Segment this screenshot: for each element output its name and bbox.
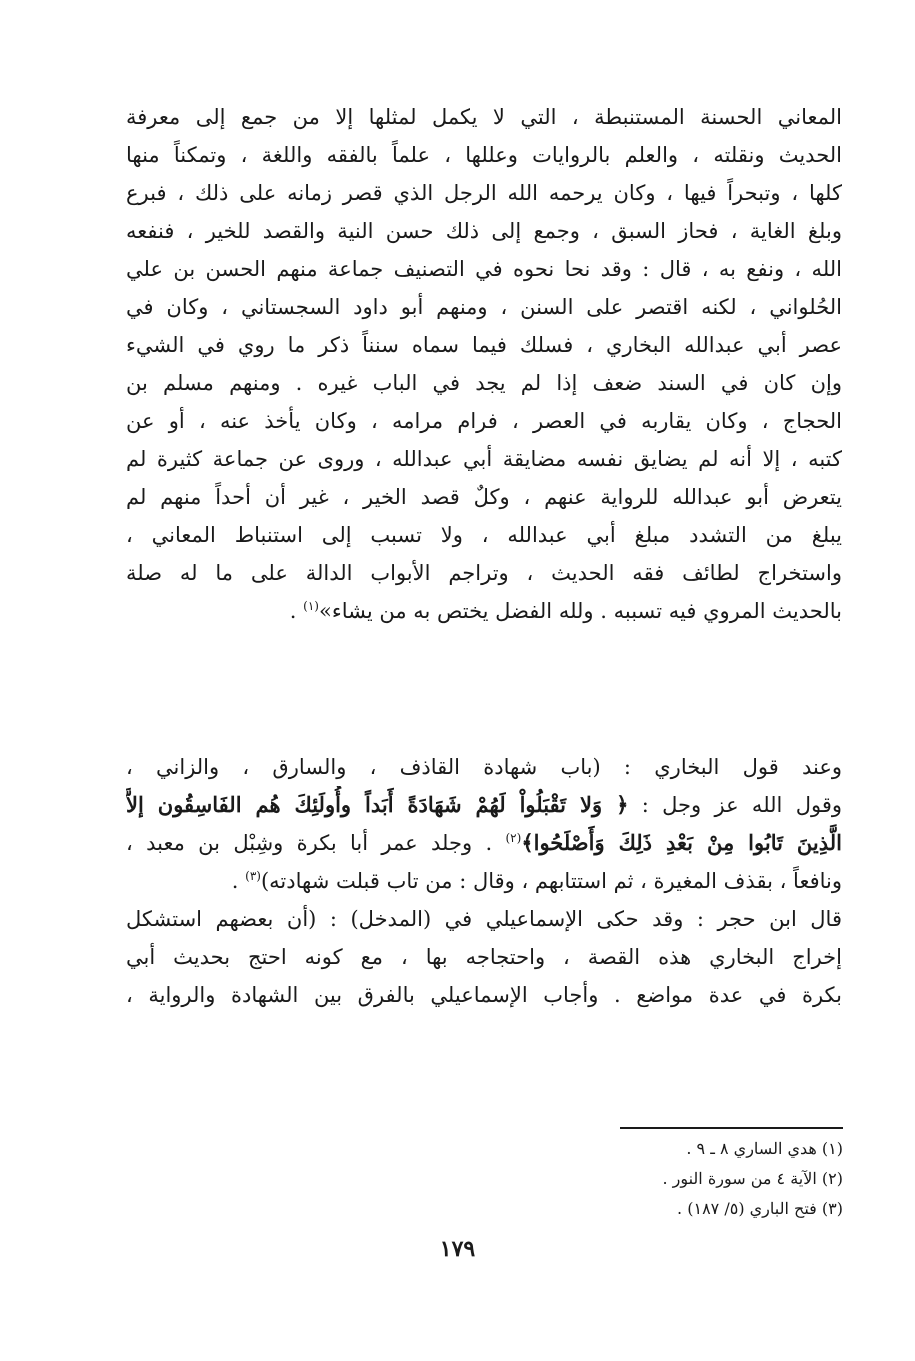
footnote-item: (٢) الآية ٤ من سورة النور . — [662, 1169, 843, 1188]
text-line: وبلغ الغاية ، فحاز السبق ، وجمع إلى ذلك حسن النية والقصد للخير ، فنفعه — [126, 219, 842, 243]
footnote-divider — [620, 1127, 843, 1129]
text-line: الحُلواني ، لكنه اقتصر على السنن ، ومنهم أبو داود السجستاني ، وكان في — [126, 295, 842, 319]
line-text: ونافعاً ، بقذف المغيرة ، ثم استتابهم ، وقال : من تاب قبلت شهادته) — [260, 869, 842, 893]
text-line: عصر أبي عبدالله البخاري ، فسلك فيما سماه سنناً ذكر ما روي في الشيء — [126, 333, 842, 357]
footnote-item: (١) هدي الساري ٨ ـ ٩ . — [686, 1139, 843, 1158]
footnote-marker: (١) — [303, 599, 319, 613]
text-line — [126, 592, 842, 630]
line-text: بالحديث المروي فيه تسببه . ولله الفضل يختص به من يشاء» — [318, 599, 842, 623]
text-line: وعند قول البخاري : (باب شهادة القاذف ، والسارق ، والزاني ، — [126, 755, 842, 779]
text-line — [126, 786, 842, 824]
quran-verse: الَّذِينَ تَابُوا مِنْ بَعْدِ ذَلِكَ وَأَصْلَحُوا﴾ — [521, 830, 842, 855]
text-line: يبلغ من التشدد مبلغ أبي عبدالله ، ولا تسبب إلى استنباط المعاني ، — [126, 523, 842, 547]
text-line: الحجاج ، وكان يقاربه في العصر ، فرام مرامه ، وكان يأخذ عنه ، أو عن — [126, 409, 842, 433]
text-line: المعاني الحسنة المستنبطة ، التي لا يكمل لمثلها إلا من جمع إلى معرفة — [126, 105, 842, 129]
quran-verse: ﴿ وَلا تَقْبَلُواْ لَهُمْ شَهَادَةً أَبَداً وأُولَئِكَ هُم الفَاسِقُون إلاَّ — [126, 792, 629, 817]
text-line: واستخراج لطائف فقه الحديث ، وتراجم الأبواب الدالة على ما له صلة — [126, 561, 842, 585]
text-line — [126, 862, 842, 900]
line-text: . وجلد عمر أبا بكرة وشِبْل بن معبد ، — [126, 831, 506, 855]
line-end: . — [231, 869, 246, 893]
text-line: الله ، ونفع به ، قال : وقد نحا نحوه في التصنيف جماعة منهم الحسن بن علي — [126, 257, 842, 281]
text-line — [126, 824, 842, 862]
text-line: قال ابن حجر : وقد حكى الإسماعيلي في (المدخل) : (أن بعضهم استشكل — [126, 907, 842, 931]
text-line: وإن كان في السند ضعف إذا لم يجد في الباب غيره . ومنهم مسلم بن — [126, 371, 842, 395]
text-line: بكرة في عدة مواضع . وأجاب الإسماعيلي بالفرق بين الشهادة والرواية ، — [126, 983, 842, 1007]
text-line: الحديث ونقلته ، والعلم بالروايات وعللها ، علماً بالفقه واللغة ، وتمكناً منها — [126, 143, 842, 167]
footnote-marker: (٣) — [245, 869, 261, 883]
text-line: كتبه ، إلا أنه لم يضايق نفسه مضايقة أبي عبدالله ، وروى عن جماعة كثيرة لم — [126, 447, 842, 471]
page-number: ١٧٩ — [439, 1236, 476, 1262]
paragraph-1 — [126, 98, 842, 630]
line-text: وقول الله عز وجل : — [628, 793, 842, 817]
footnotes — [543, 1134, 843, 1224]
text-line: إخراج البخاري هذه القصة ، واحتجاجه بها ، مع كونه احتج بحديث أبي — [126, 945, 842, 969]
line-end: . — [289, 599, 304, 623]
text-line: يتعرض أبو عبدالله للرواية عنهم ، وكلٌ قصد الخير ، غير أن أحداً منهم لم — [126, 485, 842, 509]
text-line: كلها ، وتبحراً فيها ، وكان يرحمه الله الرجل الذي قصر زمانه على ذلك ، فبرع — [126, 181, 842, 205]
paragraph-2 — [126, 748, 842, 1014]
footnote-item: (٣) فتح الباري (٥/ ١٨٧) . — [677, 1199, 843, 1218]
footnote-marker: (٢) — [505, 831, 522, 845]
